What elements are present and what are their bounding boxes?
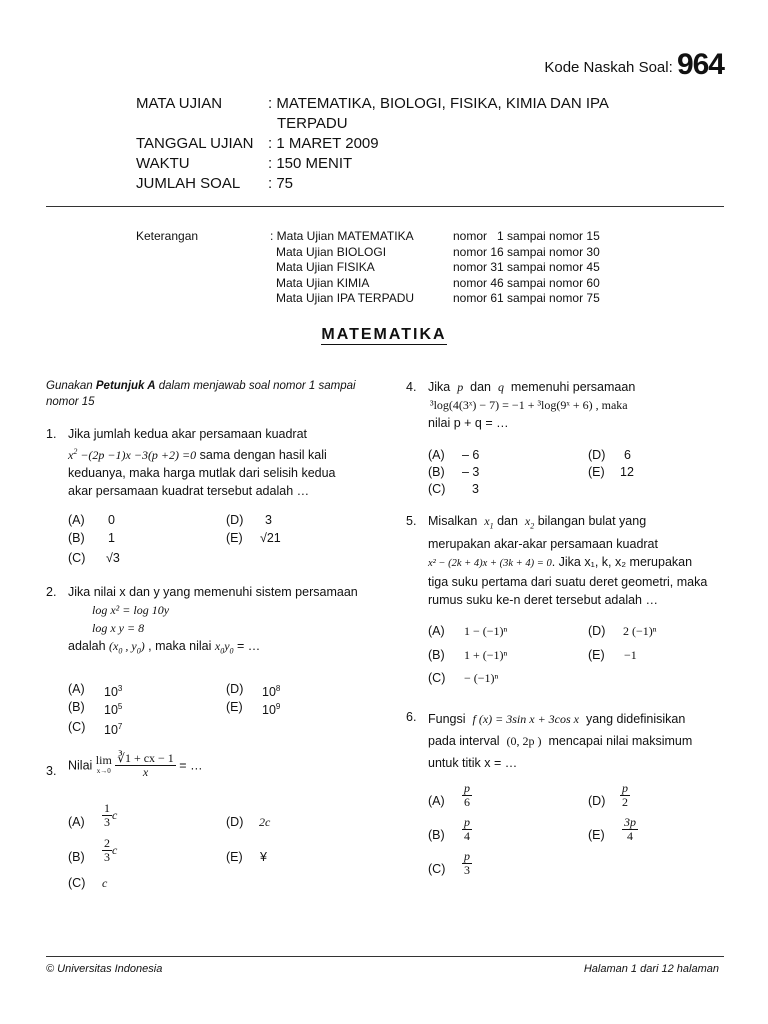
instructions: Gunakan Petunjuk A dalam menjawab soal nomor 1 sampai nomor 15	[46, 380, 356, 408]
question-number: 2.	[46, 585, 57, 599]
question-1	[46, 425, 376, 565]
option-b-label: (B)	[68, 850, 85, 864]
equation: log x² = log 10y	[92, 603, 170, 617]
question-body: Jika jumlah kedua akar persamaan kuadrat $x^2 -(2p -1)x -3(p +2) =0$ sama dengan hasil kali keduanya, maka harga mutlak dari selisih kedua akar persamaan kuadrat tersebut adalah …	[68, 427, 336, 498]
option-c-label: (C)	[68, 876, 86, 890]
kode-value: 964	[676, 48, 724, 81]
keterangan-row: Keterangan : Mata Ujian MATEMATIKA nomor 1 sampai nomor 15	[136, 229, 600, 243]
footer-copyright: © Universitas Indonesia	[46, 963, 163, 975]
option-d-value: $\frac{p}{2}$	[622, 781, 628, 809]
question-5	[406, 512, 736, 692]
exam-meta-table	[136, 94, 609, 194]
option-e-value: ¥	[260, 850, 267, 864]
option-c-value: − (−1)ⁿ	[464, 671, 499, 685]
option-d-label: (D)	[226, 682, 244, 696]
option-d-label: (D)	[588, 448, 606, 462]
option-e-value: $10^9$	[262, 702, 281, 718]
question-body: Misalkan $x_1$ dan $x_2$ bilangan bulat yang merupakan akar-akar persamaan kuadrat x² − (2k + 4)x + (3k + 4) = 0. Jika x₁, k, x₂ merupakan tiga suku pertama dari suatu deret geometri, maka rumus suku ke-n deret tersebut adalah …	[428, 514, 708, 608]
option-a-label: (A)	[428, 624, 445, 638]
option-c-value: $10^7$	[104, 722, 123, 738]
option-e-value: √21	[260, 531, 281, 545]
option-d-label: (D)	[588, 624, 606, 638]
option-a-value: 0	[108, 513, 115, 527]
option-a-value: $\frac{1}{3}$ c	[104, 801, 118, 829]
option-d-value: $10^8$	[262, 684, 281, 700]
option-b-value: $\frac{p}{4}$	[464, 815, 470, 843]
keterangan-row: Mata Ujian FISIKA nomor 31 sampai nomor 45	[276, 260, 600, 275]
option-a-label: (A)	[428, 794, 445, 808]
section-title: MATEMATIKA	[321, 326, 447, 343]
meta-row: TERPADU	[277, 115, 348, 132]
option-b-value: $10^5$	[104, 702, 123, 718]
option-b-value: $\frac{2}{3}$ c	[104, 836, 118, 864]
option-b-value: – 3	[462, 465, 480, 479]
question-body: Jika p dan q memenuhi persamaan ³log(4(3ˣ) − 7) = −1 + ³log(9ˣ + 6) , maka nilai p + q = …	[428, 378, 738, 432]
question-body: Fungsi f (x) = 3sin x + 3cos x yang didefinisikan pada interval (0, 2p ) mencapai nilai maksimum untuk titik x = …	[428, 712, 693, 770]
keterangan-row: Mata Ujian IPA TERPADU nomor 61 sampai nomor 75	[276, 291, 600, 306]
question-body: Jika nilai x dan y yang memenuhi sistem persamaan log x² = log 10y log x y = 8 adalah ($x_0$ , $y_0$) , maka nilai $x_0y_0$ = …	[68, 583, 378, 660]
option-a-label: (A)	[428, 448, 445, 462]
footer-page-number: Halaman 1 dari 12 halaman	[583, 963, 719, 975]
option-d-label: (D)	[226, 513, 244, 527]
option-b-label: (B)	[428, 828, 445, 842]
option-d-label: (D)	[226, 815, 244, 829]
option-e-value: −1	[624, 648, 637, 662]
option-b-label: (B)	[68, 700, 85, 714]
question-3	[46, 752, 376, 902]
option-e-label: (E)	[226, 700, 243, 714]
option-e-label: (E)	[588, 648, 605, 662]
option-a-label: (A)	[68, 682, 85, 696]
kode-label: Kode Naskah Soal:	[544, 59, 673, 76]
question-2	[46, 583, 376, 743]
keterangan-row: Mata Ujian KIMIA nomor 46 sampai nomor 60	[276, 275, 600, 290]
question-number: 5.	[406, 514, 417, 528]
option-a-value: 1 − (−1)ⁿ	[464, 624, 508, 638]
equation: ³log(4(3ˣ) − 7) = −1 + ³log(9ˣ + 6) , maka	[430, 398, 628, 412]
option-e-label: (E)	[226, 850, 243, 864]
option-d-value: 6	[624, 448, 631, 462]
option-c-label: (C)	[68, 551, 86, 565]
question-number: 3.	[46, 764, 57, 778]
option-e-value: 12	[620, 465, 634, 479]
meta-row: MATA UJIAN : MATEMATIKA, BIOLOGI, FISIKA, KIMIA DAN IPA	[136, 95, 609, 112]
question-body: Nilai lim x→0 $\frac{∛1 + cx - 1}{x}$ = …	[68, 751, 203, 779]
option-a-label: (A)	[68, 815, 85, 829]
question-6	[406, 708, 736, 888]
option-d-value: 2c	[259, 815, 271, 829]
equation: $x^2 -(2p -1)x -3(p +2) =0$	[68, 447, 197, 462]
option-b-label: (B)	[428, 648, 445, 662]
option-c-label: (C)	[428, 671, 446, 685]
option-e-label: (E)	[588, 465, 605, 479]
keterangan-table	[136, 229, 600, 307]
option-c-value: $\frac{p}{3}$	[464, 849, 470, 877]
keterangan-row: Mata Ujian BIOLOGI nomor 16 sampai nomor 30	[276, 244, 600, 259]
option-d-value: 2 (−1)ⁿ	[623, 624, 657, 638]
option-a-value: $10^3$	[104, 684, 123, 700]
meta-row: WAKTU : 150 MENIT	[136, 155, 353, 172]
limit-fraction: $\frac{∛1 + cx - 1}{x}$	[117, 751, 174, 779]
option-b-label: (B)	[428, 465, 445, 479]
equation: log x y = 8	[92, 621, 145, 635]
footer-divider	[46, 956, 724, 957]
option-c-value: c	[102, 876, 108, 890]
option-c-label: (C)	[68, 720, 86, 734]
option-b-value: 1 + (−1)ⁿ	[464, 648, 508, 662]
option-a-value: – 6	[462, 448, 480, 462]
question-number: 1.	[46, 427, 57, 441]
option-c-value: √3	[106, 551, 120, 565]
option-d-value: 3	[265, 513, 272, 527]
option-a-label: (A)	[68, 513, 85, 527]
kode-naskah	[544, 48, 724, 82]
option-b-value: 1	[108, 531, 115, 545]
header-divider	[46, 206, 724, 207]
meta-row: TANGGAL UJIAN : 1 MARET 2009	[136, 135, 379, 152]
question-4	[406, 378, 736, 498]
option-c-value: 3	[472, 482, 479, 496]
option-c-label: (C)	[428, 482, 446, 496]
option-c-label: (C)	[428, 862, 446, 876]
question-number: 6.	[406, 710, 417, 724]
option-d-label: (D)	[588, 794, 606, 808]
option-e-label: (E)	[226, 531, 243, 545]
option-e-label: (E)	[588, 828, 605, 842]
option-a-value: $\frac{p}{6}$	[464, 781, 470, 809]
option-e-value: $\frac{3p}{4}$	[624, 815, 636, 843]
option-b-label: (B)	[68, 531, 85, 545]
equation: x² − (2k + 4)x + (3k + 4) = 0	[428, 558, 552, 570]
equation: f (x) = 3sin x + 3cos x	[472, 712, 579, 726]
meta-row: JUMLAH SOAL : 75	[136, 175, 294, 192]
question-number: 4.	[406, 380, 417, 394]
